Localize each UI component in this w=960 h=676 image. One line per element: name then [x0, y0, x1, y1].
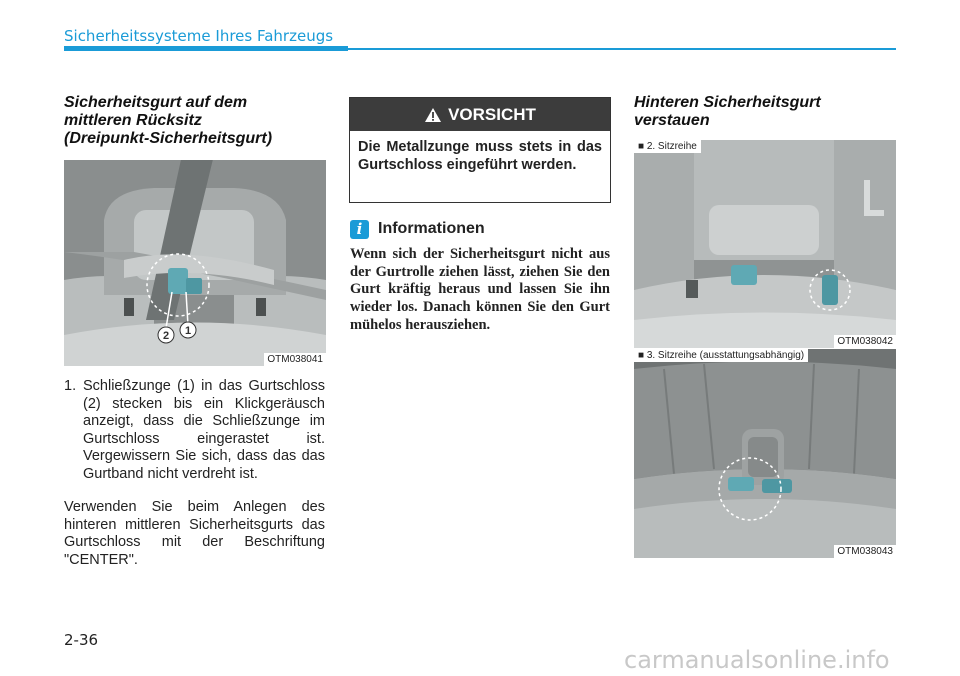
- callout-tongue: 1: [184, 325, 192, 337]
- header-rule-thick: [64, 46, 348, 51]
- heading-line-1: Hinteren Sicherheitsgurt: [634, 94, 821, 111]
- center-seatbelt-figure: [64, 160, 326, 366]
- callout-buckle: 2: [162, 330, 170, 342]
- warning-triangle-icon: [424, 107, 442, 123]
- heading-line-2: verstauen: [634, 112, 710, 129]
- watermark: carmanualsonline.info: [624, 646, 890, 674]
- caution-title: VORSICHT: [448, 104, 536, 124]
- figure-tag: ■ 3. Sitzreihe (ausstattungsabhängig): [634, 349, 808, 362]
- info-icon: i: [350, 220, 369, 239]
- stow-seatbelt-heading: [634, 94, 896, 130]
- page-number: 2-36: [64, 631, 99, 649]
- heading-line-3: (Dreipunkt-Sicherheitsgurt): [64, 130, 273, 147]
- step-1: [64, 378, 325, 483]
- info-text: Wenn sich der Sicherheitsgurt nicht aus der Gurtrolle ziehen lässt, ziehen Sie den Gurt kräftig heraus und lassen Sie ihn wieder los. Danach können Sie den Gurt mühelos herausziehen.: [350, 246, 610, 333]
- step-number: 1.: [64, 378, 77, 394]
- caution-text: Die Metallzunge muss stets in das Gurtschloss eingeführt werden.: [358, 139, 602, 173]
- header-rule-thin: [348, 48, 896, 50]
- heading-line-2: mittleren Rücksitz: [64, 112, 202, 129]
- figure-code: OTM038041: [264, 353, 326, 366]
- rear-center-seat-illustration: [64, 160, 326, 366]
- second-row-figure: [634, 140, 896, 348]
- third-row-figure: [634, 349, 896, 558]
- section-header-title: Sicherheitssysteme Ihres Fahrzeugs: [64, 27, 334, 45]
- caution-header: [350, 98, 610, 131]
- third-row-seat-illustration: [634, 349, 896, 558]
- figure-code: OTM038042: [834, 335, 896, 348]
- heading-line-1: Sicherheitsgurt auf dem: [64, 94, 248, 111]
- figure-code: OTM038043: [834, 545, 896, 558]
- caution-box: [349, 97, 611, 203]
- center-seatbelt-heading: [64, 94, 334, 148]
- step-text: Schließzunge (1) in das Gurtschloss (2) stecken bis ein Klickgeräusch anzeigt, dass die Schließzunge im Gurtschloss eingerastet ist. Vergewissern Sie sich, dass das das Gurtband nicht verdreht ist.: [83, 378, 325, 482]
- info-title: Informationen: [378, 220, 485, 237]
- second-row-seat-illustration: [634, 140, 896, 348]
- center-buckle-paragraph: Verwenden Sie beim Anlegen des hinteren mittleren Sicherheitsgurts das Gurtschloss mit der Beschriftung "CENTER".: [64, 499, 325, 568]
- figure-tag: ■ 2. Sitzreihe: [634, 140, 701, 153]
